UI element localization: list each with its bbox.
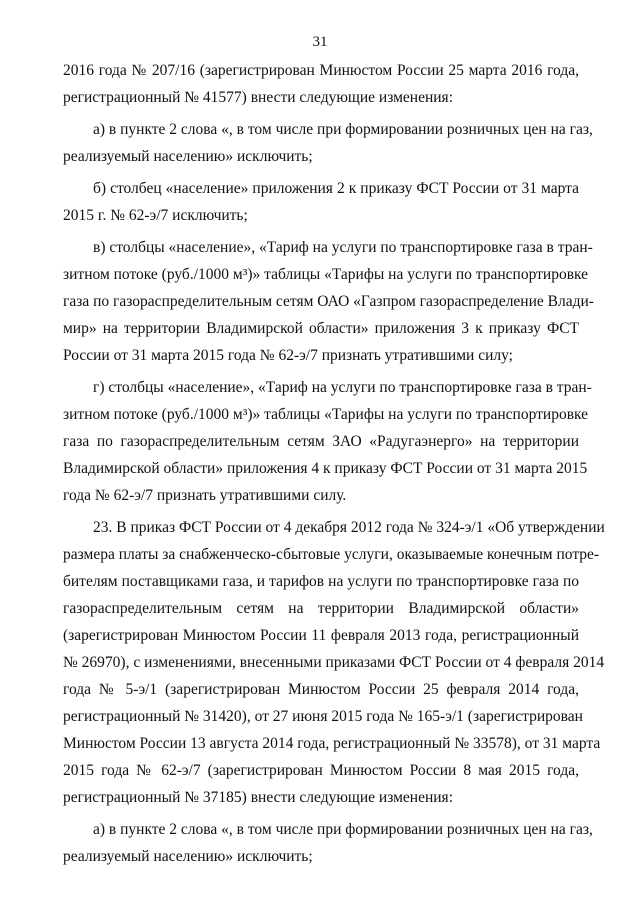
text-line: России от 31 марта 2015 года № 62-э/7 признать утратившими силу; [63,347,513,364]
paragraph [63,816,593,870]
text-line: регистрационный № 37185) внести следующие изменения: [63,789,453,806]
text-line: газа по газораспределительным сетям ОАО «Газпром газораспределение Влади- [63,293,594,310]
text-line: мир» на территории Владимирской области» приложения 3 к приказу ФСТ [63,320,579,337]
text-line: в) столбцы «население», «Тариф на услуги по транспортировке газа в тран- [93,239,593,256]
paragraph [63,234,594,369]
text-line: бителям поставщиками газа, и тарифов на услуги по транспортировке газа по [63,573,579,590]
paragraph [63,57,579,111]
text-line: зитном потоке (руб./1000 м³)» таблицы «Тарифы на услуги по транспортировке [63,266,589,283]
text-line: года № 62-э/7 признать утратившими силу. [63,487,347,504]
text-line: регистрационный № 41577) внести следующие изменения: [63,89,453,106]
text-line: 23. В приказ ФСТ России от 4 декабря 2012 года № 324-э/1 «Об утверждении [93,519,605,536]
text-line: 2015 г. № 62-э/7 исключить; [63,207,248,224]
text-line: размера платы за снабженческо-сбытовые услуги, оказываемые конечным потре- [63,546,600,563]
text-line: б) столбец «население» приложения 2 к приказу ФСТ России от 31 марта [93,180,579,197]
text-line: г) столбцы «население», «Тариф на услуги по транспортировке газа в тран- [93,379,592,396]
paragraph [63,175,579,229]
text-line: регистрационный № 31420), от 27 июня 2015 года № 165-э/1 (зарегистрирован [63,708,583,725]
paragraph [63,116,593,170]
text-line: 2016 года № 207/16 (зарегистрирован Минюстом России 25 марта 2016 года, [63,62,579,79]
document-body [63,57,605,870]
text-line: года № 5-э/1 (зарегистрирован Минюстом России 25 февраля 2014 года, [63,681,579,698]
text-line: реализуемый населению» исключить; [63,848,313,865]
text-line: 2015 года № 62-э/7 (зарегистрирован Минюстом России 8 мая 2015 года, [63,762,579,779]
paragraph [63,514,605,811]
text-line: № 26970), с изменениями, внесенными приказами ФСТ России от 4 февраля 2014 [63,654,605,671]
text-line: газораспределительным сетям на территории Владимирской области» [63,600,579,617]
text-line: а) в пункте 2 слова «, в том числе при формировании розничных цен на газ, [93,821,593,838]
page-number: 31 [312,34,328,50]
paragraph [63,374,592,509]
text-line: реализуемый населению» исключить; [63,148,313,165]
text-line: а) в пункте 2 слова «, в том числе при формировании розничных цен на газ, [93,121,593,138]
text-line: Владимирской области» приложения 4 к приказу ФСТ России от 31 марта 2015 [63,460,588,477]
text-line: (зарегистрирован Минюстом России 11 февраля 2013 года, регистрационный [63,627,579,644]
text-line: Минюстом России 13 августа 2014 года, регистрационный № 33578), от 31 марта [63,735,601,752]
text-line: газа по газораспределительным сетям ЗАО «Радугаэнерго» на территории [63,433,579,450]
text-line: зитном потоке (руб./1000 м³)» таблицы «Тарифы на услуги по транспортировке [63,406,589,423]
